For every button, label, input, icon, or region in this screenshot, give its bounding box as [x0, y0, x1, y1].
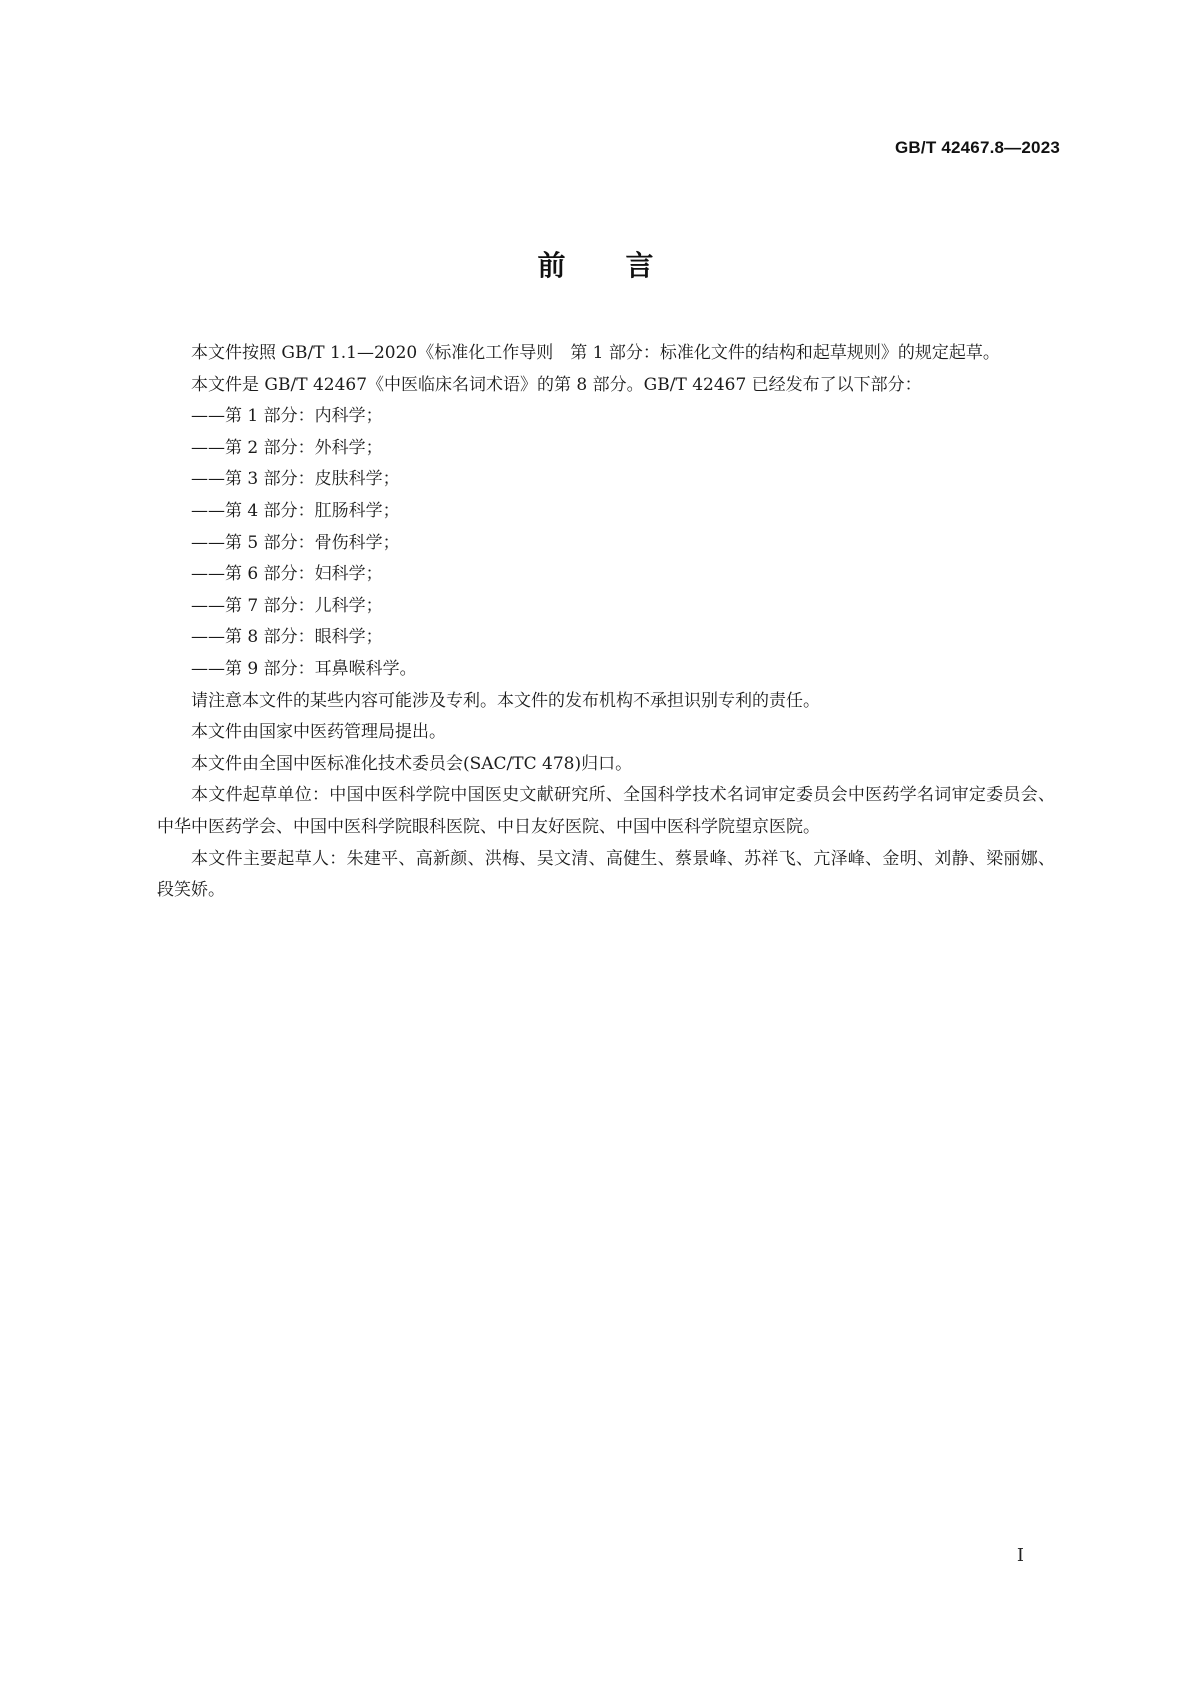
list-item-part-3: ——第 3 部分：皮肤科学；: [191, 469, 400, 490]
list-item-part-9: ——第 9 部分：耳鼻喉科学。: [191, 658, 417, 679]
paragraph-patent-notice: 请注意本文件的某些内容可能涉及专利。本文件的发布机构不承担识别专利的责任。: [191, 690, 820, 711]
list-item-part-5: ——第 5 部分：骨伤科学；: [191, 532, 400, 553]
list-item-part-4: ——第 4 部分：肛肠科学；: [191, 500, 400, 521]
list-item-part-8: ——第 8 部分：眼科学；: [191, 627, 383, 648]
paragraph-main-drafters: 本文件主要起草人：朱建平、高新颜、洪梅、吴文清、高健生、蔡景峰、苏祥飞、亢泽峰、金明、刘静、梁丽娜、段笑娇。: [157, 848, 1055, 901]
paragraph-drafting-rules: 本文件按照 GB/T 1.1—2020《标准化工作导则 第 1 部分：标准化文件的结构和起草规则》的规定起草。: [191, 343, 1000, 363]
list-item-part-1: ——第 1 部分：内科学；: [191, 406, 383, 427]
foreword-body: [157, 338, 1055, 907]
page-title: 前言: [537, 249, 714, 282]
list-item-part-6: ——第 6 部分：妇科学；: [191, 564, 383, 585]
standard-code: GB/T 42467.8—2023: [895, 138, 1060, 157]
paragraph-proposed-by: 本文件由国家中医药管理局提出。: [191, 722, 446, 743]
paragraph-drafting-units: 本文件起草单位：中国中医科学院中国医史文献研究所、全国科学技术名词审定委员会中医药学名词审定委员会、中华中医药学会、中国中医科学院眼科医院、中日友好医院、中国中医科学院望京医院。: [157, 785, 1055, 837]
list-item-part-7: ——第 7 部分：儿科学；: [191, 595, 383, 616]
list-item-part-2: ——第 2 部分：外科学；: [191, 437, 383, 458]
paragraph-series-intro: 本文件是 GB/T 42467《中医临床名词术语》的第 8 部分。GB/T 42467 已经发布了以下部分：: [191, 374, 922, 395]
page-number: I: [1016, 1545, 1024, 1566]
paragraph-under-jurisdiction: 本文件由全国中医标准化技术委员会(SAC/TC 478)归口。: [191, 753, 633, 774]
